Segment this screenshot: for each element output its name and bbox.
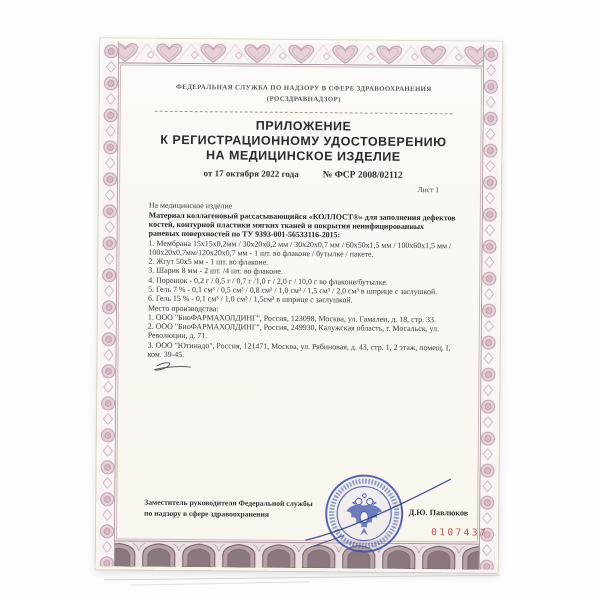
date-number-row xyxy=(149,168,457,182)
handwritten-paraph-icon xyxy=(151,361,193,375)
border-top-ornament xyxy=(103,41,499,66)
list-item: 2. Жгут 50х5 мм - 1 шт. во флаконе. xyxy=(148,256,269,267)
scan-edge-artifact xyxy=(104,575,500,581)
registration-number: № ФСР 2008/02112 xyxy=(322,170,403,182)
form-serial-number: 0107437 xyxy=(431,527,489,539)
signer-position-line1: Заместитель руководителя Федеральной службы xyxy=(144,497,313,509)
certificate-page xyxy=(96,38,503,572)
production-heading: Место производства: xyxy=(147,303,219,313)
production-site: 3. ООО "Ютинадо", Россия, 121471, Москва, ул. Рябиновая, д. 43, стр. 1, 2 этаж, помещ. I, ком. 39-45. xyxy=(147,340,451,360)
list-item: 1. Мембрана 15х15х0,2мм / 30х20х0,2 мм / 30х20х0,7 мм / 60х50х1,5 мм / 100х60х1,5 мм / 100х20х0,7мм/120х20х0,7 мм - 1 шт. во флаконе / бутылке / пакете. xyxy=(148,238,452,259)
body-text xyxy=(147,201,457,378)
document-title-line2: К РЕГИСТРАЦИОННОМУ УДОСТОВЕРЕНИЮ xyxy=(160,132,447,150)
signer-position-line2: по надзору в сфере здравоохранения xyxy=(144,508,270,519)
list-item: 6. Гель 15 % - 0,1 см³ / 1,0 см³ / 1,5см³ в шприце с заглушкой. xyxy=(148,293,353,305)
sheet-number: Лист 1 xyxy=(417,185,440,195)
intro-line: На медицинское изделие xyxy=(148,200,233,211)
document-title-line1: ПРИЛОЖЕНИЕ xyxy=(255,118,352,134)
agency-short-name: (РОСЗДРАВНАДЗОР) xyxy=(266,95,341,103)
list-item: 4. Порошок - 0,2 г / 0,5 г / 0,7 г /1,0 г / 2,0 г / 10,0 г во флаконе/бутылке. xyxy=(148,275,388,287)
official-seal xyxy=(246,460,507,572)
production-site: 1. ООО "БиоФАРМАХОЛДИНГ", Россия, 123098, Москва, ул. Гамалеи, д. 18, стр. 33. xyxy=(147,312,436,325)
list-item: 5. Гель 7 % - 0,1 см³ / 0,5 см³ / 0,8 см³ / 1,0 см³ / 1,5 см³ / 2,0 см³ в шприце с заглушкой. xyxy=(148,284,438,297)
scan-edge-artifact xyxy=(130,581,310,585)
roszdravnadzor-seal-icon xyxy=(306,475,451,552)
agency-name: ФЕДЕРАЛЬНАЯ СЛУЖБА ПО НАДЗОРУ В СФЕРЕ ЗДРАВООХРАНЕНИЯ xyxy=(176,83,432,94)
product-description: Материал коллагеновый рассасывающийся «КОЛЛОСТ®» для заполнения дефектов костей, контурной пластики мягких тканей и покрытия неинфицированных раневых поверхностей по ТУ 9393-001-56533116-2015: xyxy=(148,210,456,240)
signer-name: Д.Ю. Павлюков xyxy=(408,507,469,517)
issue-date: от 17 октября 2022 года xyxy=(203,168,299,180)
list-item: 3. Шарик 8 мм - 2 шт. /4 шт. во флаконе. xyxy=(148,266,283,277)
border-left-ornament xyxy=(99,41,120,566)
separator-dashed-line xyxy=(154,111,453,115)
document-title-line3: НА МЕДИЦИНСКОЕ ИЗДЕЛИЕ xyxy=(205,147,401,164)
production-site: 2. ООО "БиоФАРМАХОЛДИНГ", Россия, 249930, Калужская область, г. Мосальск, ул. Революции, д. 71. xyxy=(147,321,440,341)
